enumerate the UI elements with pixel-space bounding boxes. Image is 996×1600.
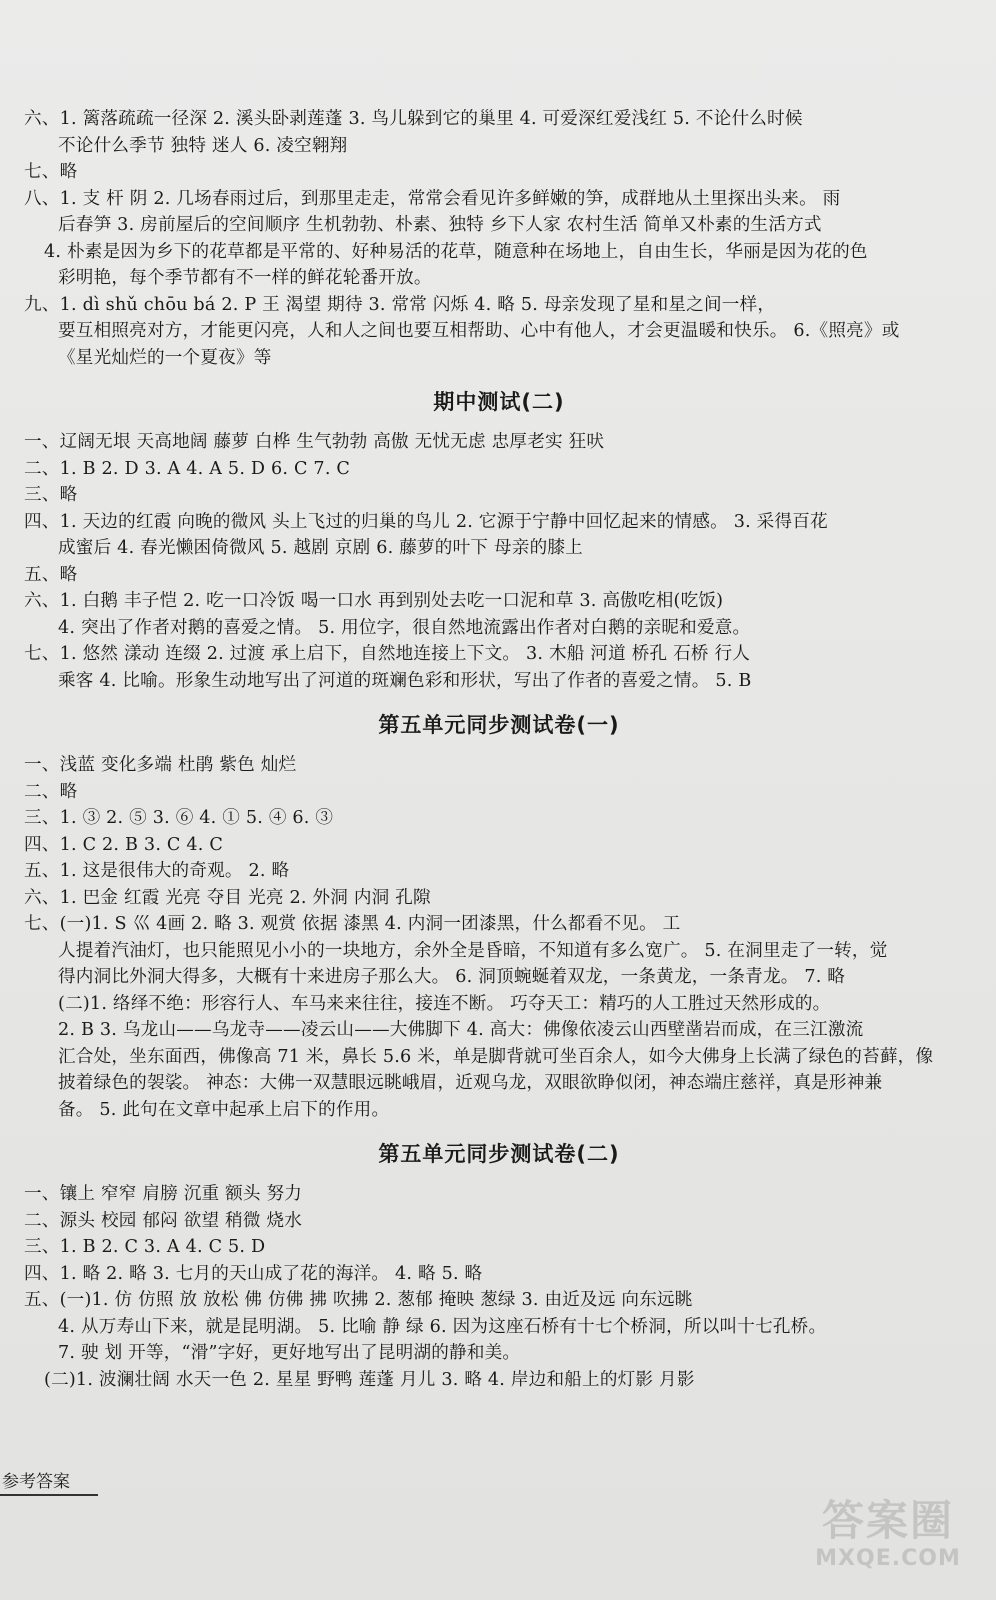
answer-line: 备。 5. 此句在文章中起承上启下的作用。 — [58, 1099, 390, 1120]
answer-line: 四、1. 略 2. 略 3. 七月的天山成了花的海洋。 4. 略 5. 略 — [24, 1263, 483, 1284]
answer-line: 成蜜后 4. 春光懒困倚微风 5. 越剧 京剧 6. 藤萝的叶下 母亲的膝上 — [58, 538, 583, 558]
answer-line: 得内洞比外洞大得多，大概有十来进房子那么大。 6. 洞顶蜿蜒着双龙，一条黄龙，一条青龙。 7. 略 — [58, 967, 846, 987]
answer-line: 五、略 — [24, 564, 78, 585]
page-content — [24, 106, 974, 1393]
answer-line: 彩明艳，每个季节都有不一样的鲜花轮番开放。 — [58, 268, 432, 288]
answer-line: 2. B 3. 乌龙山——乌龙寺——凌云山——大佛脚下 4. 高大：佛像依凌云山西壁凿岩而成，在三江激流 — [58, 1020, 864, 1040]
answer-line: 三、1. B 2. C 3. A 4. C 5. D — [24, 1237, 266, 1257]
answer-line: 七、(一)1. S 巛 4画 2. 略 3. 观赏 依据 漆黑 4. 内洞一团漆黑，什么都看不见。 工 — [24, 914, 681, 934]
answer-line: (二)1. 络绎不绝：形容行人、车马来来往往，接连不断。 巧夺天工：精巧的人工胜过天然形成的。 — [58, 993, 831, 1014]
answer-line: 六、1. 篱落疏疏一径深 2. 溪头卧剥莲蓬 3. 鸟儿躲到它的巢里 4. 可爱深红爱浅红 5. 不论什么时候 — [24, 109, 803, 129]
answer-line: 五、1. 这是很伟大的奇观。 2. 略 — [24, 861, 290, 881]
answer-line: 一、辽阔无垠 天高地阔 藤萝 白桦 生气勃勃 高傲 无忧无虑 忠厚老实 狂吠 — [24, 432, 605, 452]
answer-line: 五、(一)1. 仿 仿照 放 放松 佛 仿佛 拂 吹拂 2. 葱郁 掩映 葱绿 3. 由近及远 向东远眺 — [24, 1290, 693, 1310]
answer-line: 7. 驶 划 开等，“滑”字好，更好地写出了昆明湖的静和美。 — [58, 1343, 521, 1363]
answer-line: 一、浅蓝 变化多端 杜鹃 紫色 灿烂 — [24, 755, 297, 775]
answers-continued-block — [24, 106, 974, 371]
answer-line: 4. 从万寿山下来，就是昆明湖。 5. 比喻 静 绿 6. 因为这座石桥有十七个桥洞，所以叫十七孔桥。 — [58, 1316, 827, 1337]
answer-line: 二、1. B 2. D 3. A 4. A 5. D 6. C 7. C — [24, 458, 351, 479]
site-watermark-logo — [802, 1496, 974, 1580]
section-title-unit5-test1: 第五单元同步测试卷(一) — [378, 713, 620, 737]
answer-line: 二、源头 校园 郁闷 欲望 稍微 烧水 — [24, 1210, 303, 1231]
answer-line: 乘客 4. 比喻。形象生动地写出了河道的斑斓色彩和形状，写出了作者的喜爱之情。 5. B — [58, 670, 752, 691]
answer-line: 人提着汽油灯，也只能照见小小的一块地方，余外全是昏暗，不知道有多么宽广。 5. 在洞里走了一转，觉 — [58, 940, 888, 961]
answer-line: 后春笋 3. 房前屋后的空间顺序 生机勃勃、朴素、独特 乡下人家 农村生活 简单又朴素的生活方式 — [58, 215, 822, 235]
answer-line: 4. 朴素是因为乡下的花草都是平常的、好种易活的花草，随意种在场地上，自由生长，华丽是因为花的色 — [44, 241, 868, 262]
footer-reference-answers-label: 参考答案 — [0, 1470, 98, 1496]
answer-line: 二、略 — [24, 781, 78, 802]
answer-line: 六、1. 巴金 红霞 光亮 夺目 光亮 2. 外洞 内洞 孔隙 — [24, 887, 431, 908]
answer-line: 披着绿色的袈裟。 神态：大佛一双慧眼远眺峨眉，近观乌龙，双眼欲睁似闭，神态端庄慈祥，真是形神兼 — [58, 1073, 883, 1093]
answer-line: 三、1. ③ 2. ⑤ 3. ⑥ 4. ① 5. ④ 6. ③ — [24, 808, 334, 828]
answer-line: 不论什么季节 独特 迷人 6. 凌空翱翔 — [58, 135, 348, 156]
unit5-test1-answers-block — [24, 752, 974, 1123]
answer-line: 七、略 — [24, 162, 78, 182]
answer-line: 八、1. 支 杆 阴 2. 几场春雨过后，到那里走走，常常会看见许多鲜嫩的笋，成群地从土里探出头来。 雨 — [24, 188, 841, 209]
answer-line: 六、1. 白鹅 丰子恺 2. 吃一口冷饭 喝一口水 再到别处去吃一口泥和草 3. 高傲吃相(吃饭) — [24, 591, 724, 611]
answer-line: 七、1. 悠然 漾动 连缀 2. 过渡 承上启下，自然地连接上下文。 3. 木船 河道 桥孔 石桥 行人 — [24, 644, 751, 664]
answer-line: 汇合处，坐东面西，佛像高 71 米，鼻长 5.6 米，单是脚背就可坐百余人，如今大佛身上长满了绿色的苔藓，像 — [58, 1046, 934, 1067]
answer-line: 《星光灿烂的一个夏夜》等 — [58, 347, 272, 368]
answer-line: 4. 突出了作者对鹅的喜爱之情。 5. 用位字，很自然地流露出作者对白鹅的亲昵和爱意。 — [58, 617, 751, 638]
answer-line: (二)1. 波澜壮阔 水天一色 2. 星星 野鸭 莲蓬 月儿 3. 略 4. 岸边和船上的灯影 月影 — [44, 1369, 695, 1390]
answer-line: 四、1. 天边的红霞 向晚的微风 头上飞过的归巢的鸟儿 2. 它源于宁静中回忆起来的情感。 3. 采得百花 — [24, 511, 828, 532]
unit5-test2-answers-block — [24, 1181, 974, 1393]
section-title-unit5-test2: 第五单元同步测试卷(二) — [378, 1142, 620, 1166]
answer-line: 要互相照亮对方，才能更闪亮，人和人之间也要互相帮助、心中有他人，才会更温暖和快乐。 6.《照亮》或 — [58, 321, 900, 341]
watermark-site-text: MXQE.COM — [815, 1546, 961, 1571]
answer-line: 四、1. C 2. B 3. C 4. C — [24, 834, 223, 855]
midterm-answers-block — [24, 429, 974, 694]
answer-line: 九、1. dì shǔ chōu bá 2. P 王 渴望 期待 3. 常常 闪烁 4. 略 5. 母亲发现了星和星之间一样， — [24, 294, 776, 315]
answer-line: 一、镶上 窄窄 肩膀 沉重 额头 努力 — [24, 1184, 303, 1204]
section-title-midterm: 期中测试(二) — [433, 390, 565, 414]
answer-line: 三、略 — [24, 485, 78, 505]
watermark-logo-text: 答案圈 — [821, 1496, 954, 1545]
